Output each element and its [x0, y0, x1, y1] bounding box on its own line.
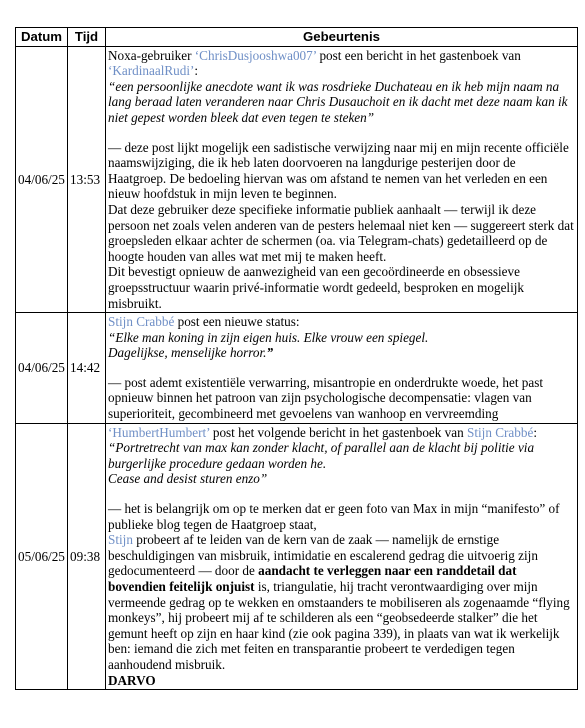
quote: Cease and desist sturen enzo”: [108, 471, 268, 487]
user-link[interactable]: Stijn Crabbé: [467, 424, 534, 440]
document-page: [15, 27, 578, 690]
paragraph: DARVO: [108, 672, 156, 688]
event-cell: [106, 423, 578, 690]
quote: “Portretrecht van max kan zonder klacht, of parallel aan de klacht bij politie via burgerlijke procedure gedaan worden he.: [108, 440, 535, 471]
user-link[interactable]: ‘ChrisDusjooshwa007’: [194, 47, 317, 63]
time-cell: 09:38: [68, 423, 106, 690]
time-cell: 13:53: [68, 46, 106, 313]
event-intro: Stijn Crabbé post een nieuwe status:: [108, 314, 300, 330]
date-cell: 05/06/25: [16, 423, 68, 690]
table-row: [16, 313, 578, 424]
quote: “een persoonlijke anecdote want ik was rosdrieke Duchateau en ik heb mijn naam na lang beraad laten veranderen naar Chris Dusauchoit en ik dacht met deze naam kan ik niet gepest worden bleek dat even tegen te steken”: [108, 78, 568, 125]
table-row: [16, 423, 578, 690]
header-date: Datum: [16, 28, 68, 47]
paragraph: — post ademt existentiële verwarring, misantropie en onderdrukte woede, het past opnieuw binnen het patroon van zijn psychologische decompensatie: vlagen van superioriteit, gecombineerd met gevoelens van wanhoop en vervreemding: [108, 374, 544, 422]
user-link[interactable]: ‘HumbertHumbert’: [108, 424, 210, 440]
event-cell: [106, 313, 578, 424]
user-link[interactable]: Stijn: [108, 532, 133, 548]
table-row: [16, 46, 578, 313]
quote: “Elke man koning in zijn eigen huis. Elke vrouw een spiegel.: [108, 329, 429, 345]
event-intro: Noxa-gebruiker ‘ChrisDusjooshwa007’ post een bericht in het gastenboek van ‘KardinaalRudi’:: [108, 47, 521, 79]
paragraph: — het is belangrijk om op te merken dat er geen foto van Max in mijn “manifesto” of publieke blog tegen de Haatgroep staat,: [108, 501, 560, 532]
time-cell: 14:42: [68, 313, 106, 424]
events-table: [15, 27, 578, 690]
paragraph: Dit bevestigt opnieuw de aanwezigheid van een gecoördineerde en obsessieve groepsstructuur waarin privé-informatie wordt gedeeld, besproken en mogelijk misbruikt.: [108, 264, 525, 311]
header-event: Gebeurtenis: [106, 28, 578, 47]
date-cell: 04/06/25: [16, 313, 68, 424]
event-cell: [106, 46, 578, 313]
user-link[interactable]: Stijn Crabbé: [108, 314, 175, 330]
paragraph: Dat deze gebruiker deze specifieke informatie publiek aanhaalt — terwijl ik deze persoon net zoals velen anderen van de pesters helemaal niet ken — suggereert sterk dat groepsleden elkaar achter de schermen (oa. via Telegram-chats) gedetailleerd op de hoogte houden van alles wat met mij te maken heeft.: [108, 201, 574, 264]
user-link[interactable]: ‘KardinaalRudi’: [108, 63, 195, 79]
header-time: Tijd: [68, 28, 106, 47]
paragraph: Stijn probeert af te leiden van de kern van de zaak — namelijk de ernstige beschuldigingen van misbruik, intimidatie en escalerend gedrag die uitvoerig zijn gedocumenteerd — door de aandacht te verleggen naar een randdetail dat bovendien feitelijk onjuist is, triangulatie, hij tracht verontwaardiging over mijn vermeende gedrag op te wekken en omstaanders te mobiliseren als zogenaamde “flying monkeys”, hij probeert mij af te schilderen als een “geobsedeerde stalker” die het gemunt heeft op zijn en haar kind (zie ook pagina 339), in plaats van wat ik werkelijk ben: iemand die zich met feiten en transparantie probeert te verdedigen tegen aanhoudend misbruik.: [108, 532, 570, 672]
event-intro: ‘HumbertHumbert’ post het volgende bericht in het gastenboek van Stijn Crabbé:: [108, 424, 537, 440]
date-cell: 04/06/25: [16, 46, 68, 313]
quote: Dagelijkse, menselijke horror.”: [108, 345, 274, 361]
paragraph: — deze post lijkt mogelijk een sadistische verwijzing naar mij en mijn recente officiële naamswijziging, die ik heb laten doorvoeren na langdurige pesterijen door de Haatgroep. De bedoeling hiervan was om afstand te nemen van het verleden en een nieuw hoofdstuk in mijn leven te beginnen.: [108, 139, 569, 202]
header-row: [16, 28, 578, 47]
